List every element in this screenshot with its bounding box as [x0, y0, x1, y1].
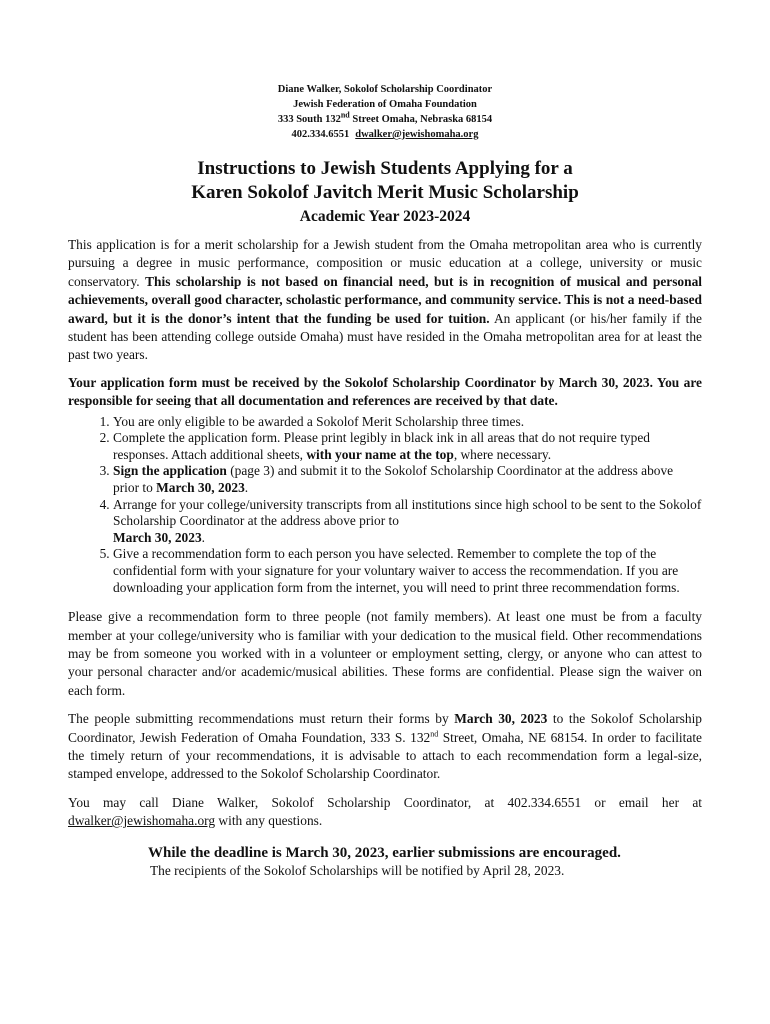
coordinator-name: Diane Walker, Sokolof Scholarship Coordinator: [277, 84, 493, 95]
street-address: 333 South 132nd Street Omaha, Nebraska 68154: [277, 110, 493, 125]
instruction-steps: [68, 414, 702, 597]
closing-notification-note: The recipients of the Sokolof Scholarships will be notified by April 28, 2023.: [150, 862, 565, 878]
phone-number: 402.334.6551: [291, 129, 350, 140]
step-5: 5. Give a recommendation form to each person you have selected. Remember to complete the top of the confidential form with your signature for your voluntary waiver to access the recommendation. If you are downloading your application form from the internet, you will need to print three recommendation forms.: [113, 546, 702, 596]
step-3: 3. Sign the application (page 3) and submit it to the Sokolof Scholarship Coordinator at the address above prior to March 30, 2023.: [113, 463, 702, 496]
step-2: 2. Complete the application form. Please print legibly in black ink in all areas that do not require typed responses. Attach additional sheets, with your name at the top, where necessary.: [113, 430, 702, 463]
coordinator-header: [68, 82, 702, 142]
contact-line: [68, 127, 702, 142]
recommendations-paragraph: Please give a recommendation form to three people (not family members). At least one must be from a faculty member at your college/university who is familiar with your dedication to the musical field. Other recommendations may be from someone you worked with in a volunteer or employment setting, clergy, or anyone who can attest to your personal character and/or academic/musical abilities. These forms are confidential. Please sign the waiver on each form.: [68, 609, 702, 698]
contact-email-link[interactable]: dwalker@jewishomaha.org: [68, 813, 216, 829]
step-4: 4. Arrange for your college/university transcripts from all institutions since high school to be sent to the Sokolof Scholarship Coordinator at the address above prior to March 30, 2023.: [113, 497, 702, 547]
organization-name: Jewish Federation of Omaha Foundation: [293, 99, 477, 110]
return-paragraph: The people submitting recommendations must return their forms by March 30, 2023 to the Sokolof Scholarship Coordinator, Jewish Federation of Omaha Foundation, 333 S. 132nd Street, Omaha, NE 68154. In order to facilitate the timely return of your recommendations, it is advisable to attach to each recommendation form a legal-size, stamped envelope, addressed to the Sokolof Scholarship Coordinator.: [68, 711, 702, 782]
document-page: [68, 82, 702, 879]
intro-paragraph: This application is for a merit scholarship for a Jewish student from the Omaha metropolitan area who is currently pursuing a degree in music performance, composition or music education at a college, university or music conservatory. This scholarship is not based on financial need, but is in recognition of musical and personal achievements, overall good character, scholastic performance, and community service. This is not a need-based award, but it is the donor’s intent that the funding be used for tuition. An applicant (or his/her family if the student has been attending college outside Omaha) must have resided in the Omaha metropolitan area for at least the past two years.: [68, 237, 702, 363]
deadline-paragraph: Your application form must be received by the Sokolof Scholarship Coordinator by March 30, 2023. You are responsible for seeing that all documentation and references are received by that date.: [68, 374, 702, 409]
document-title: Instructions to Jewish Students Applying for a Karen Sokolof Javitch Merit Music Scholarship: [191, 158, 579, 203]
academic-year: Academic Year 2023-2024: [299, 208, 471, 225]
closing-deadline-note: While the deadline is March 30, 2023, earlier submissions are encouraged.: [148, 844, 621, 861]
contact-paragraph: You may call Diane Walker, Sokolof Scholarship Coordinator, at 402.334.6551 or email her at dwalker@jewishomaha.org with any questions.: [68, 794, 702, 829]
header-email-link[interactable]: dwalker@jewishomaha.org: [355, 129, 479, 140]
step-1: 1. You are only eligible to be awarded a Sokolof Merit Scholarship three times.: [113, 414, 702, 431]
